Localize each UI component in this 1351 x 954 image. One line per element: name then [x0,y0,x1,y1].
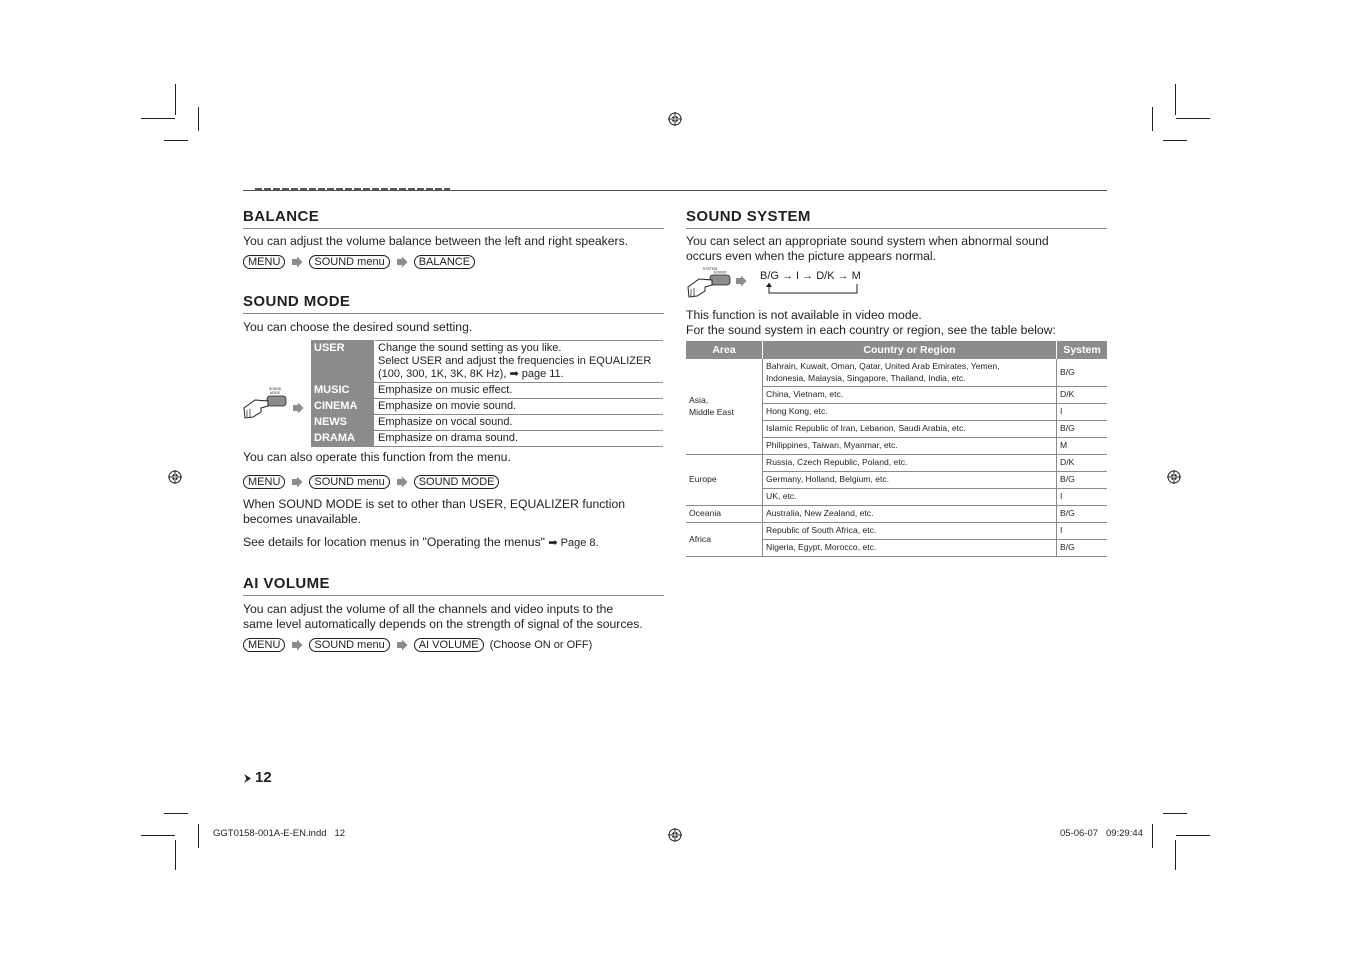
table-row [311,383,663,399]
footer-timestamp: 05-06-07 09:29:44 [1060,828,1143,839]
footer-file-info: GGT0158-001A-E-EN.indd 12 [213,828,346,839]
note-line: becomes unavailable. [243,511,361,526]
area-cell: Oceania [686,506,763,523]
ai-volume-options: (Choose ON or OFF) [489,639,593,651]
mode-description-news: Emphasize on vocal sound. [375,415,664,431]
table-row [311,399,663,415]
menu-key: MENU [243,638,285,652]
sound-system-note [686,308,1056,337]
balance-body: You can adjust the volume balance between the left and right speakers. [243,234,629,248]
sound-menu-key: SOUND menu [309,255,389,269]
body-line: You can adjust the volume of all the channels and video inputs to the [243,602,614,616]
country-cell: Nigeria, Egypt, Morocco, etc. [763,540,1057,557]
area-name: Asia, Middle East [689,395,734,417]
svg-text:SYSTEM: SYSTEM [702,267,718,271]
crop-mark [1163,813,1187,814]
country-cell: UK, etc. [763,489,1057,506]
mode-description-music: Emphasize on music effect. [375,383,664,399]
crop-mark [1175,84,1176,115]
table-row [686,455,1107,472]
system-cell: B/G [1057,472,1108,489]
system-cell: D/K [1057,455,1108,472]
crop-mark [1176,835,1210,836]
table-row [311,341,663,383]
country-cell: Australia, New Zealand, etc. [763,506,1057,523]
ai-volume-key: AI VOLUME [414,638,484,652]
arrow-right-icon [291,639,303,651]
crop-mark [1163,140,1187,141]
ai-volume-body [243,602,643,631]
crop-mark [164,140,188,141]
sound-mode-key: SOUND MODE [414,475,500,489]
sound-mode-note-menus [243,535,599,551]
svg-text:SOUND: SOUND [268,387,282,391]
sound-menu-key: SOUND menu [309,475,389,489]
table-row [311,415,663,431]
crop-mark [1175,840,1176,870]
sound-system-cycle: B/G → I → D/K → M [760,270,861,282]
header-cut-text [255,186,450,190]
menu-key: MENU [243,475,285,489]
sound-mode-intro: You can choose the desired sound setting. [243,320,473,334]
crop-mark [141,118,175,119]
system-cell: B/G [1057,506,1108,523]
registration-mark-icon [1167,470,1181,484]
table-row [686,506,1107,523]
note-line: When SOUND MODE is set to other than USER, EQUALIZER function [243,497,626,511]
registration-mark-icon [168,470,182,484]
country-cell: Philippines, Taiwan, Myanmar, etc. [763,438,1057,455]
balance-heading: BALANCE [243,208,664,229]
crop-mark [175,840,176,870]
mode-description-line: (100, 300, 1K, 3K, 8K Hz), ➡ page 11. [378,368,564,380]
country-cell: Bahrain, Kuwait, Oman, Qatar, United Arab Emirates, Yemen, Indonesia, Malaysia, Singapore, Thailand, India, etc. [763,359,1057,387]
crop-mark [198,824,199,848]
arrow-right-icon [291,476,303,488]
system-cell: M [1057,438,1108,455]
sound-mode-menu-path [243,475,499,489]
sound-mode-table [311,340,663,447]
intro-line: You can select an appropriate sound system when abnormal sound [686,234,1049,248]
crop-mark [1152,107,1153,131]
system-cell: B/G [1057,421,1108,438]
sound-mode-heading: SOUND MODE [243,293,664,314]
crop-mark [198,107,199,131]
sound-menu-key: SOUND menu [309,638,389,652]
column-header-system: System [1057,341,1108,359]
balance-key: BALANCE [414,255,475,269]
table-row [311,431,663,447]
country-cell: Republic of South Africa, etc. [763,523,1057,540]
arrow-right-icon [396,256,408,268]
svg-text:MODE: MODE [269,391,281,395]
sound-mode-note-equalizer [243,497,625,526]
arrow-right-icon [291,256,303,268]
system-cell: I [1057,489,1108,506]
table-row [686,359,1107,387]
page-marker-icon [244,773,254,784]
sound-mode-also: You can also operate this function from the menu. [243,450,511,464]
ai-volume-menu-path [243,638,592,652]
mode-description-line: Change the sound setting as you like. [378,342,562,354]
country-cell: Islamic Republic of Iran, Lebanon, Saudi Arabia, etc. [763,421,1057,438]
crop-mark [1152,824,1153,848]
page-reference: ➡ Page 8. [548,537,599,549]
system-cell: D/K [1057,387,1108,404]
body-line: same level automatically depends on the strength of signal of the sources. [243,616,643,631]
country-cell: Russia, Czech Republic, Poland, etc. [763,455,1057,472]
mode-description-user [375,341,664,383]
column-header-area: Area [686,341,763,359]
table-header-row [686,341,1107,359]
svg-text:SOUND: SOUND [713,270,727,275]
country-cell: China, Vietnam, etc. [763,387,1057,404]
note-line: For the sound system in each country or region, see the table below: [686,322,1056,337]
table-row [686,523,1107,540]
arrow-right-icon [396,476,408,488]
country-cell: Hong Kong, etc. [763,404,1057,421]
system-cell: B/G [1057,359,1108,387]
mode-name-cinema: CINEMA [311,399,375,415]
remote-button-system-sound-icon [686,265,754,301]
registration-mark-icon [668,828,682,842]
mode-name-music: MUSIC [311,383,375,399]
remote-button-sound-mode-icon [241,386,307,422]
sound-system-intro [686,234,1049,263]
intro-line: occurs even when the picture appears normal. [686,248,936,263]
crop-mark [1176,118,1210,119]
page-number: 12 [255,769,272,786]
mode-description-cinema: Emphasize on movie sound. [375,399,664,415]
crop-mark [164,813,188,814]
menu-key: MENU [243,255,285,269]
column-header-country: Country or Region [763,341,1057,359]
area-cell [686,359,763,455]
registration-mark-icon [668,112,682,126]
arrow-right-icon [396,639,408,651]
system-cell: B/G [1057,540,1108,557]
crop-mark [141,835,175,836]
mode-name-news: NEWS [311,415,375,431]
note-text: See details for location menus in "Operating the menus" [243,535,545,549]
area-cell: Europe [686,455,763,506]
note-line: This function is not available in video mode. [686,308,922,322]
country-cell: Germany, Holland, Belgium, etc. [763,472,1057,489]
system-cell: I [1057,523,1108,540]
header-rule [243,190,1107,191]
sound-system-table [686,341,1107,557]
ai-volume-heading: AI VOLUME [243,575,664,596]
area-cell: Africa [686,523,763,557]
crop-mark [175,84,176,115]
cycle-return-arrow-icon [764,282,862,295]
sound-system-heading: SOUND SYSTEM [686,208,1107,229]
mode-name-drama: DRAMA [311,431,375,447]
mode-description-drama: Emphasize on drama sound. [375,431,664,447]
mode-description-line: Select USER and adjust the frequencies in EQUALIZER [378,355,652,367]
mode-name-user: USER [311,341,375,383]
balance-menu-path [243,255,475,269]
system-cell: I [1057,404,1108,421]
